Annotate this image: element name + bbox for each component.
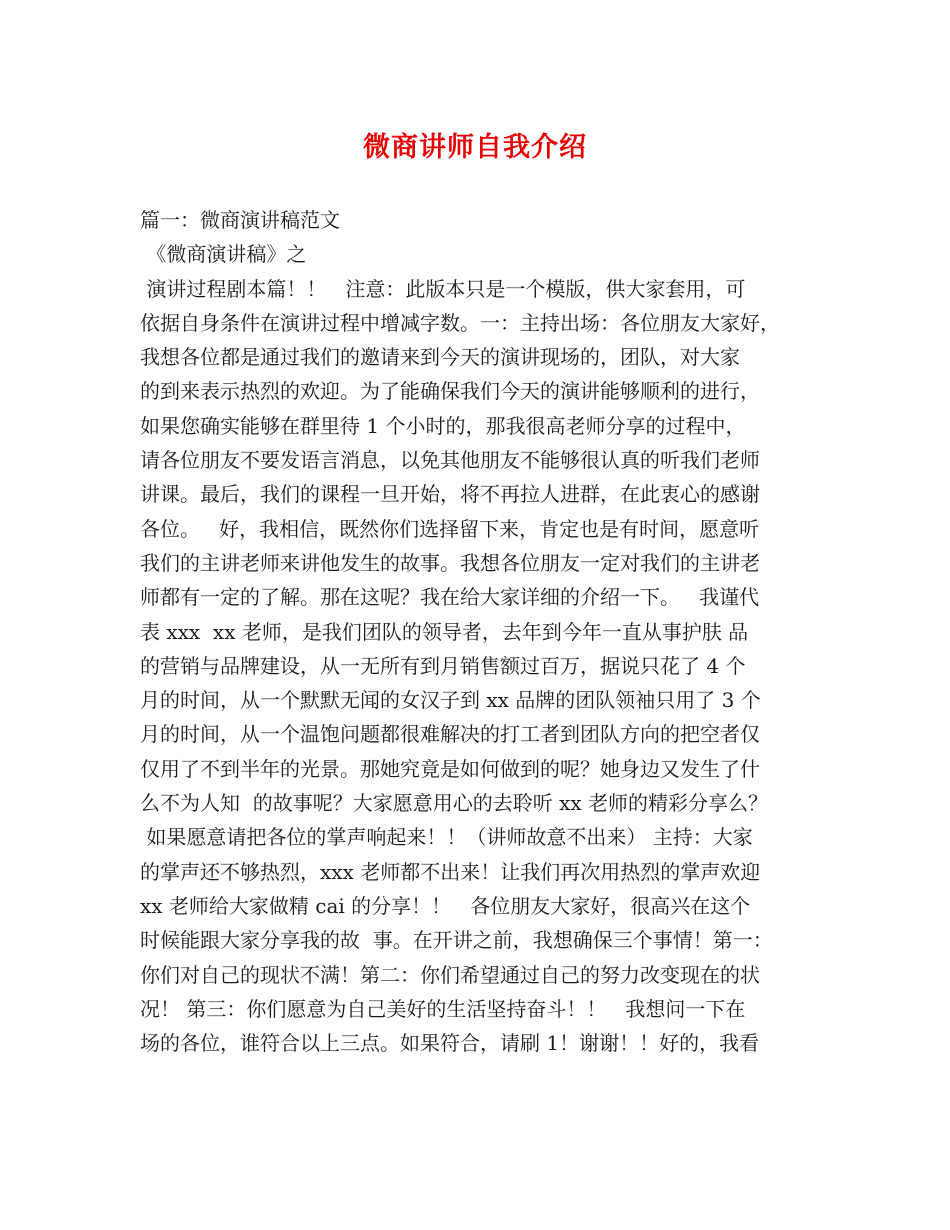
body-text-line: 请各位朋友不要发语言消息，以免其他朋友不能够很认真的听我们老师 bbox=[140, 448, 760, 473]
body-text-line: 如果您确实能够在群里待 1 个小时的，那我很高老师分享的过程中， bbox=[140, 413, 746, 438]
body-text-line: 么不为人知 的故事呢？大家愿意用心的去聆听 xx 老师的精彩分享么？ bbox=[140, 791, 768, 816]
body-text-line: 的掌声还不够热烈，xxx 老师都不出来！让我们再次用热烈的掌声欢迎 bbox=[140, 859, 761, 884]
body-text-line: 仅用了不到半年的光景。那她究竟是如何做到的呢？她身边又发生了什 bbox=[140, 756, 760, 781]
body-text-line: 依据自身条件在演讲过程中增减字数。一：主持出场：各位朋友大家好， bbox=[140, 310, 780, 335]
body-text-line: 师都有一定的了解。那在这呢？我在给大家详细的介绍一下。 我谨代 bbox=[140, 585, 760, 610]
body-text-line: 篇一：微商演讲稿范文 bbox=[140, 208, 340, 232]
body-text-line: 月的时间，从一个温饱问题都很难解决的打工者到团队方向的把空者仅 bbox=[140, 722, 760, 747]
body-text-line: 月的时间，从一个默默无闻的女汉子到 xx 品牌的团队领袖只用了 3 个 bbox=[140, 688, 761, 713]
body-text-line: 各位。 好，我相信，既然你们选择留下来，肯定也是有时间，愿意听 bbox=[140, 516, 760, 541]
body-text-line: 我们的主讲老师来讲他发生的故事。我想各位朋友一定对我们的主讲老 bbox=[140, 550, 760, 575]
body-text-line: 你们对自己的现状不满！第二：你们希望通过自己的努力改变现在的状 bbox=[140, 962, 760, 987]
body-text-line: 况！ 第三：你们愿意为自己美好的生活坚持奋斗！！ 我想问一下在 bbox=[140, 996, 746, 1021]
body-text-line: 讲课。最后，我们的课程一旦开始，将不再拉人进群，在此衷心的感谢 bbox=[140, 482, 760, 507]
body-text-line: 演讲过程剧本篇！！ 注意：此版本只是一个模版，供大家套用，可 bbox=[140, 276, 746, 301]
body-text-line: 的到来表示热烈的欢迎。为了能确保我们今天的演讲能够顺利的进行， bbox=[140, 379, 760, 404]
document-body bbox=[140, 203, 830, 1060]
body-text-line: 如果愿意请把各位的掌声响起来！！（讲师故意不出来） 主持：大家 bbox=[140, 825, 753, 850]
body-text-line: 表 xxx xx 老师，是我们团队的领导者，去年到今年一直从事护肤 品 bbox=[140, 619, 749, 644]
body-text-line: 场的各位，谁符合以上三点。如果符合，请刷 1！谢谢！！好的，我看 bbox=[140, 1031, 760, 1056]
document-title: 微商讲师自我介绍 bbox=[363, 132, 587, 163]
body-text-line: 《微商演讲稿》之 bbox=[140, 242, 307, 267]
body-text-line: 时候能跟大家分享我的故 事。在开讲之前，我想确保三个事情！第一： bbox=[140, 928, 773, 953]
body-text-line: xx 老师给大家做精 cai 的分享！！ 各位朋友大家好，很高兴在这个 bbox=[140, 893, 751, 918]
body-text-line: 的营销与品牌建设，从一无所有到月销售额过百万，据说只花了 4 个 bbox=[140, 653, 746, 678]
body-text-line: 我想各位都是通过我们的邀请来到今天的演讲现场的，团队，对大家 bbox=[140, 345, 740, 370]
